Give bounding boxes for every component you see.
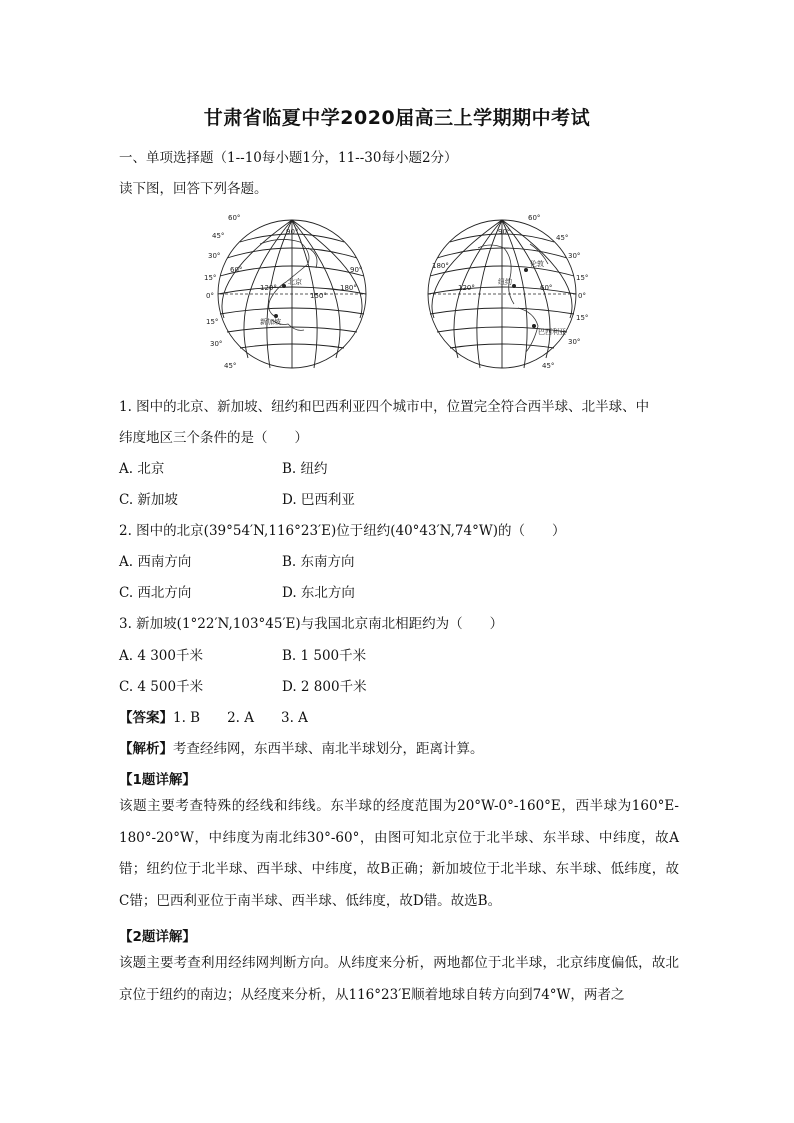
detail-2-heading: 【2题详解】 (119, 929, 196, 945)
q2-option-a: A. 西南方向 (119, 554, 192, 570)
q3-option-d: D. 2 800千米 (282, 679, 367, 695)
lat-label: 15° (576, 274, 589, 282)
lon-label: 60° (230, 266, 243, 274)
newyork-marker (512, 284, 516, 288)
detail-1-heading: 【1题详解】 (119, 772, 196, 788)
q3-option-a: A. 4 300千米 (119, 648, 203, 664)
city-label-london: 伦敦 (530, 260, 544, 268)
lat-label: 60° (228, 214, 241, 222)
lat-label: 30° (568, 252, 581, 260)
lon-label: 150° (310, 292, 327, 300)
lat-label: 60° (528, 214, 541, 222)
answer-label: 【答案】 (119, 710, 173, 726)
lon-label: 180° (432, 262, 449, 270)
analysis-label: 【解析】 (119, 741, 173, 757)
question-3-stem: 3. 新加坡(1°22′N,103°45′E)与我国北京南北相距约为（ ） (119, 616, 504, 632)
q1-option-c: C. 新加坡 (119, 492, 178, 508)
lat-label: 45° (542, 362, 555, 370)
question-1-stem-cont: 纬度地区三个条件的是（ ） (119, 430, 308, 446)
analysis-text: 考查经纬网，东西半球、南北半球划分，距离计算。 (173, 741, 484, 757)
lat-label: 15° (576, 314, 589, 322)
analysis-line (119, 737, 484, 757)
lat-label: 0° (206, 292, 214, 300)
detail-2-text: 该题主要考查利用经纬网判断方向。从纬度来分析，两地都位于北半球，北京纬度偏低，故北京位于纽约的南边；从经度来分析，从116°23′E顺着地球自转方向到74°W，两者之 (119, 955, 679, 1003)
q2-option-b: B. 东南方向 (282, 554, 355, 570)
question-1-stem: 1. 图中的北京、新加坡、纽约和巴西利亚四个城市中，位置完全符合西半球、北半球、中 (119, 399, 650, 415)
lat-label: 0° (578, 292, 586, 300)
lon-label: 90° (286, 228, 299, 236)
q3-option-b: B. 1 500千米 (282, 648, 367, 664)
q3-option-c: C. 4 500千米 (119, 679, 204, 695)
lat-label: 15° (206, 318, 219, 326)
globe-eastern-hemisphere-figure (200, 208, 375, 376)
lat-label: 45° (212, 232, 225, 240)
q1-option-a: A. 北京 (119, 461, 165, 477)
lat-label: 30° (210, 340, 223, 348)
answer-line (119, 706, 308, 726)
question-2-stem: 2. 图中的北京(39°54′N,116°23′E)位于纽约(40°43′N,74°W)的（ ） (119, 523, 566, 539)
city-label-newyork: 纽约 (498, 278, 512, 286)
lat-label: 45° (556, 234, 569, 242)
city-label-brasilia: 巴西利亚 (538, 328, 566, 336)
q2-option-d: D. 东北方向 (282, 585, 355, 601)
city-label-singapore: 新加坡 (260, 318, 281, 326)
q2-option-c: C. 西北方向 (119, 585, 192, 601)
london-marker (524, 268, 528, 272)
q1-option-d: D. 巴西利亚 (282, 492, 355, 508)
beijing-marker (282, 284, 286, 288)
lon-label: 120° (260, 284, 277, 292)
section-heading: 一、单项选择题（1--10每小题1分，11--30每小题2分） (119, 150, 458, 166)
page-title: 甘肃省临夏中学2020届高三上学期期中考试 (203, 107, 591, 129)
detail-1-text: 该题主要考查特殊的经线和纬线。东半球的经度范围为20°W-0°-160°E，西半球为160°E-180°-20°W，中纬度为南北纬30°-60°，由图可知北京位于北半球、东半球、中纬度，故A错；纽约位于北半球、西半球、中纬度，故B正确；新加坡位于北半球、东半球、低纬度，故C错；巴西利亚位于南半球、西半球、低纬度，故D错。故选B。 (119, 798, 679, 909)
answer-text: 1. B 2. A 3. A (173, 710, 308, 726)
lat-label: 30° (568, 338, 581, 346)
lon-label: 90° (350, 266, 363, 274)
lon-label: 60° (540, 284, 553, 292)
brasilia-marker (532, 324, 536, 328)
lon-label: 90° (498, 228, 511, 236)
globe-western-hemisphere-figure (418, 208, 598, 376)
lat-label: 15° (204, 274, 217, 282)
lat-label: 30° (208, 252, 221, 260)
city-label-beijing: 北京 (288, 278, 302, 286)
lon-label: 180° (340, 284, 357, 292)
instruction-text: 读下图，回答下列各题。 (119, 181, 268, 197)
lon-label: 120° (458, 284, 475, 292)
lat-label: 45° (224, 362, 237, 370)
q1-option-b: B. 纽约 (282, 461, 328, 477)
